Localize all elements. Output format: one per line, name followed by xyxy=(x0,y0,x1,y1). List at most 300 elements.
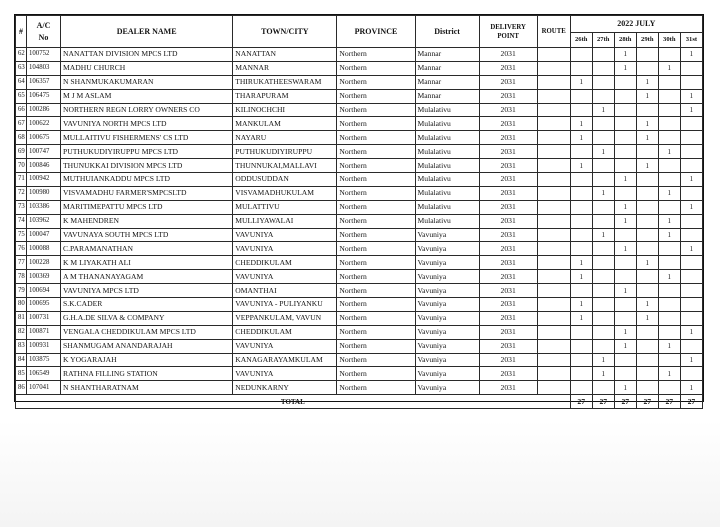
route xyxy=(537,284,570,298)
total-value: 27 xyxy=(592,395,614,409)
col-header-dealer: DEALER NAME xyxy=(61,16,233,48)
delivery-mark: 1 xyxy=(680,89,702,103)
delivery-mark xyxy=(570,214,592,228)
delivery-mark xyxy=(592,117,614,131)
table-row xyxy=(16,367,703,381)
row-number: 72 xyxy=(16,186,27,200)
delivery-mark: 1 xyxy=(680,173,702,187)
province: Northern xyxy=(337,367,415,381)
delivery-mark xyxy=(680,61,702,75)
delivery-mark: 1 xyxy=(680,103,702,117)
delivery-mark xyxy=(614,75,636,89)
delivery-mark xyxy=(658,325,680,339)
province: Northern xyxy=(337,48,415,62)
delivery-mark xyxy=(636,214,658,228)
province: Northern xyxy=(337,173,415,187)
col-header-ac-no: No xyxy=(38,32,49,42)
delivery-mark xyxy=(680,75,702,89)
account-number: 100369 xyxy=(27,270,61,284)
row-number: 68 xyxy=(16,131,27,145)
delivery-mark xyxy=(636,339,658,353)
dealer-name: MARITIMEPATTU MPCS LTD xyxy=(61,200,233,214)
delivery-point: 2031 xyxy=(479,311,537,325)
town-city: OMANTHAI xyxy=(233,284,337,298)
delivery-mark xyxy=(592,381,614,395)
town-city: THUNNUKAI,MALLAVI xyxy=(233,159,337,173)
delivery-mark xyxy=(658,353,680,367)
dealer-name: VAVUNIYA NORTH MPCS LTD xyxy=(61,117,233,131)
delivery-mark xyxy=(658,117,680,131)
dealer-name: M J M ASLAM xyxy=(61,89,233,103)
row-number: 73 xyxy=(16,200,27,214)
row-number: 63 xyxy=(16,61,27,75)
row-number: 85 xyxy=(16,367,27,381)
total-value: 27 xyxy=(636,395,658,409)
row-number: 80 xyxy=(16,298,27,312)
account-number: 100694 xyxy=(27,284,61,298)
delivery-mark xyxy=(592,311,614,325)
delivery-mark: 1 xyxy=(570,75,592,89)
delivery-mark xyxy=(614,228,636,242)
total-value: 27 xyxy=(658,395,680,409)
delivery-mark xyxy=(658,381,680,395)
delivery-point: 2031 xyxy=(479,214,537,228)
delivery-mark: 1 xyxy=(614,242,636,256)
town-city: THIRUKATHEESWARAM xyxy=(233,75,337,89)
row-number: 84 xyxy=(16,353,27,367)
delivery-mark: 1 xyxy=(680,325,702,339)
account-number: 104803 xyxy=(27,61,61,75)
account-number: 100228 xyxy=(27,256,61,270)
table-row xyxy=(16,270,703,284)
delivery-mark xyxy=(636,242,658,256)
delivery-mark xyxy=(570,61,592,75)
district: Mulalativu xyxy=(415,131,479,145)
delivery-mark: 1 xyxy=(614,339,636,353)
district: Mannar xyxy=(415,48,479,62)
delivery-mark xyxy=(592,298,614,312)
account-number: 106549 xyxy=(27,367,61,381)
town-city: VAVUNIYA xyxy=(233,367,337,381)
table-row xyxy=(16,242,703,256)
row-number: 86 xyxy=(16,381,27,395)
account-number: 103386 xyxy=(27,200,61,214)
town-city: VAVUNIYA xyxy=(233,242,337,256)
route xyxy=(537,117,570,131)
table-row xyxy=(16,228,703,242)
table-row xyxy=(16,173,703,187)
delivery-mark xyxy=(614,256,636,270)
delivery-mark xyxy=(570,381,592,395)
account-number: 100622 xyxy=(27,117,61,131)
province: Northern xyxy=(337,228,415,242)
table-body xyxy=(16,48,703,409)
delivery-mark xyxy=(636,173,658,187)
row-number: 70 xyxy=(16,159,27,173)
table-row xyxy=(16,75,703,89)
total-label: TOTAL xyxy=(16,395,571,409)
district: Vavuniya xyxy=(415,298,479,312)
table-row xyxy=(16,284,703,298)
dealer-name: MADHU CHURCH xyxy=(61,61,233,75)
delivery-mark xyxy=(592,242,614,256)
district: Vavuniya xyxy=(415,367,479,381)
table-row xyxy=(16,311,703,325)
dealer-name: K MAHENDREN xyxy=(61,214,233,228)
district: Vavuniya xyxy=(415,256,479,270)
province: Northern xyxy=(337,353,415,367)
col-header-province: PROVINCE xyxy=(337,16,415,48)
route xyxy=(537,353,570,367)
province: Northern xyxy=(337,117,415,131)
delivery-point: 2031 xyxy=(479,159,537,173)
delivery-mark xyxy=(592,173,614,187)
route xyxy=(537,228,570,242)
delivery-mark xyxy=(570,48,592,62)
row-number: 78 xyxy=(16,270,27,284)
delivery-mark xyxy=(614,353,636,367)
row-number: 79 xyxy=(16,284,27,298)
table-row xyxy=(16,353,703,367)
province: Northern xyxy=(337,284,415,298)
account-number: 100695 xyxy=(27,298,61,312)
table-row xyxy=(16,48,703,62)
delivery-point: 2031 xyxy=(479,75,537,89)
table-row xyxy=(16,325,703,339)
route xyxy=(537,200,570,214)
account-number: 100747 xyxy=(27,145,61,159)
dealer-name: VAVUNIYA MPCS LTD xyxy=(61,284,233,298)
delivery-mark xyxy=(614,270,636,284)
delivery-mark xyxy=(680,339,702,353)
delivery-mark: 1 xyxy=(570,256,592,270)
account-number: 100675 xyxy=(27,131,61,145)
day-header-30th: 30th xyxy=(658,33,680,48)
dealer-name: N SHANTHARATNAM xyxy=(61,381,233,395)
account-number: 103962 xyxy=(27,214,61,228)
town-city: MANNAR xyxy=(233,61,337,75)
delivery-mark xyxy=(592,61,614,75)
district: Mulalativu xyxy=(415,186,479,200)
delivery-mark: 1 xyxy=(658,270,680,284)
row-number: 76 xyxy=(16,242,27,256)
delivery-mark xyxy=(614,298,636,312)
col-header-delivery-point: DELIVERY POINT xyxy=(479,16,537,48)
delivery-mark: 1 xyxy=(658,186,680,200)
row-number: 64 xyxy=(16,75,27,89)
delivery-mark xyxy=(658,242,680,256)
delivery-mark xyxy=(680,186,702,200)
delivery-mark xyxy=(636,284,658,298)
delivery-mark: 1 xyxy=(614,284,636,298)
delivery-point: 2031 xyxy=(479,339,537,353)
delivery-mark xyxy=(570,367,592,381)
delivery-point: 2031 xyxy=(479,298,537,312)
delivery-mark xyxy=(636,367,658,381)
district: Mulalativu xyxy=(415,214,479,228)
delivery-mark: 1 xyxy=(658,145,680,159)
delivery-mark xyxy=(680,214,702,228)
route xyxy=(537,325,570,339)
col-header-month: 2022 JULY xyxy=(570,16,702,33)
account-number: 100286 xyxy=(27,103,61,117)
delivery-mark xyxy=(614,311,636,325)
delivery-point: 2031 xyxy=(479,131,537,145)
delivery-mark xyxy=(570,173,592,187)
delivery-mark: 1 xyxy=(592,367,614,381)
route xyxy=(537,173,570,187)
town-city: VAVUNIYA - PULIYANKU xyxy=(233,298,337,312)
delivery-mark xyxy=(614,186,636,200)
province: Northern xyxy=(337,256,415,270)
delivery-mark xyxy=(570,339,592,353)
delivery-point: 2031 xyxy=(479,145,537,159)
row-number: 71 xyxy=(16,173,27,187)
town-city: MULATTIVU xyxy=(233,200,337,214)
delivery-mark xyxy=(658,48,680,62)
row-number: 81 xyxy=(16,311,27,325)
account-number: 100871 xyxy=(27,325,61,339)
delivery-mark: 1 xyxy=(570,131,592,145)
row-number: 69 xyxy=(16,145,27,159)
delivery-mark xyxy=(680,117,702,131)
delivery-mark xyxy=(658,173,680,187)
delivery-mark: 1 xyxy=(680,200,702,214)
delivery-mark xyxy=(570,200,592,214)
delivery-mark xyxy=(658,256,680,270)
district: Vavuniya xyxy=(415,325,479,339)
province: Northern xyxy=(337,311,415,325)
delivery-mark xyxy=(614,367,636,381)
district: Mannar xyxy=(415,75,479,89)
delivery-mark xyxy=(680,311,702,325)
delivery-mark xyxy=(592,270,614,284)
delivery-mark xyxy=(636,228,658,242)
delivery-mark xyxy=(680,228,702,242)
town-city: VAVUNIYA xyxy=(233,270,337,284)
route xyxy=(537,186,570,200)
route xyxy=(537,214,570,228)
delivery-mark: 1 xyxy=(614,325,636,339)
dealer-name: N SHANMUKAKUMARAN xyxy=(61,75,233,89)
district: Mulalativu xyxy=(415,117,479,131)
province: Northern xyxy=(337,75,415,89)
col-header-district: District xyxy=(415,16,479,48)
district: Vavuniya xyxy=(415,353,479,367)
delivery-mark xyxy=(592,131,614,145)
account-number: 100980 xyxy=(27,186,61,200)
delivery-mark xyxy=(658,75,680,89)
delivery-mark xyxy=(658,131,680,145)
route xyxy=(537,367,570,381)
delivery-mark xyxy=(614,145,636,159)
table-row xyxy=(16,61,703,75)
town-city: CHEDDIKULAM xyxy=(233,325,337,339)
delivery-mark xyxy=(614,89,636,103)
province: Northern xyxy=(337,325,415,339)
delivery-mark xyxy=(680,298,702,312)
delivery-mark: 1 xyxy=(636,75,658,89)
route xyxy=(537,242,570,256)
route xyxy=(537,270,570,284)
delivery-point: 2031 xyxy=(479,48,537,62)
delivery-mark xyxy=(570,242,592,256)
delivery-mark xyxy=(636,325,658,339)
delivery-mark: 1 xyxy=(636,89,658,103)
province: Northern xyxy=(337,200,415,214)
delivery-mark xyxy=(658,200,680,214)
table-row xyxy=(16,145,703,159)
delivery-mark xyxy=(592,48,614,62)
town-city: VEPPANKULAM, VAVUN xyxy=(233,311,337,325)
route xyxy=(537,61,570,75)
delivery-point: 2031 xyxy=(479,367,537,381)
col-header-ac xyxy=(27,16,61,48)
delivery-mark xyxy=(592,339,614,353)
delivery-point: 2031 xyxy=(479,325,537,339)
delivery-mark xyxy=(680,270,702,284)
table-row xyxy=(16,200,703,214)
table-row xyxy=(16,298,703,312)
dealer-name: C.PARAMANATHAN xyxy=(61,242,233,256)
district: Mannar xyxy=(415,89,479,103)
delivery-mark xyxy=(680,131,702,145)
delivery-mark: 1 xyxy=(592,103,614,117)
route xyxy=(537,256,570,270)
district: Vavuniya xyxy=(415,311,479,325)
delivery-mark xyxy=(614,103,636,117)
delivery-mark: 1 xyxy=(614,200,636,214)
row-number: 74 xyxy=(16,214,27,228)
delivery-mark: 1 xyxy=(636,298,658,312)
delivery-mark: 1 xyxy=(658,214,680,228)
delivery-point: 2031 xyxy=(479,381,537,395)
col-header-no: # xyxy=(16,16,27,48)
town-city: VAVUNIYA xyxy=(233,228,337,242)
delivery-point: 2031 xyxy=(479,284,537,298)
delivery-mark xyxy=(658,298,680,312)
table-row xyxy=(16,117,703,131)
delivery-mark: 1 xyxy=(658,61,680,75)
delivery-point: 2031 xyxy=(479,117,537,131)
town-city: ODDUSUDDAN xyxy=(233,173,337,187)
delivery-mark xyxy=(680,145,702,159)
route xyxy=(537,75,570,89)
delivery-mark: 1 xyxy=(680,242,702,256)
province: Northern xyxy=(337,61,415,75)
delivery-mark xyxy=(570,325,592,339)
delivery-mark xyxy=(636,145,658,159)
table-row xyxy=(16,256,703,270)
row-number: 62 xyxy=(16,48,27,62)
delivery-mark xyxy=(636,381,658,395)
dealer-name: THUNUKKAI DIVISION MPCS LTD xyxy=(61,159,233,173)
row-number: 66 xyxy=(16,103,27,117)
dealer-delivery-table xyxy=(15,15,703,409)
route xyxy=(537,298,570,312)
delivery-mark xyxy=(680,256,702,270)
dealer-name: NANATTAN DIVISION MPCS LTD xyxy=(61,48,233,62)
province: Northern xyxy=(337,242,415,256)
dealer-name: S.K.CADER xyxy=(61,298,233,312)
town-city: NANATTAN xyxy=(233,48,337,62)
town-city: CHEDDIKULAM xyxy=(233,256,337,270)
delivery-mark xyxy=(614,117,636,131)
delivery-mark xyxy=(592,89,614,103)
delivery-mark xyxy=(570,89,592,103)
delivery-mark xyxy=(636,200,658,214)
delivery-mark xyxy=(658,311,680,325)
district: Vavuniya xyxy=(415,284,479,298)
delivery-mark xyxy=(636,270,658,284)
row-number: 83 xyxy=(16,339,27,353)
delivery-mark xyxy=(592,75,614,89)
delivery-point: 2031 xyxy=(479,186,537,200)
table-row xyxy=(16,186,703,200)
delivery-mark xyxy=(592,200,614,214)
col-header-town: TOWN/CITY xyxy=(233,16,337,48)
district: Vavuniya xyxy=(415,339,479,353)
delivery-mark: 1 xyxy=(636,159,658,173)
route xyxy=(537,381,570,395)
delivery-mark xyxy=(592,159,614,173)
day-header-29th: 29th xyxy=(636,33,658,48)
delivery-mark: 1 xyxy=(570,298,592,312)
delivery-mark: 1 xyxy=(614,173,636,187)
delivery-mark: 1 xyxy=(636,256,658,270)
delivery-mark xyxy=(592,256,614,270)
delivery-mark xyxy=(570,145,592,159)
delivery-mark: 1 xyxy=(658,339,680,353)
province: Northern xyxy=(337,214,415,228)
route xyxy=(537,159,570,173)
dealer-name: K M LIYAKATH ALI xyxy=(61,256,233,270)
table-row xyxy=(16,381,703,395)
col-header-route: ROUTE xyxy=(537,16,570,48)
province: Northern xyxy=(337,381,415,395)
account-number: 100931 xyxy=(27,339,61,353)
delivery-mark xyxy=(658,103,680,117)
delivery-point: 2031 xyxy=(479,89,537,103)
total-value: 27 xyxy=(680,395,702,409)
dealer-name: K YOGARAJAH xyxy=(61,353,233,367)
row-number: 82 xyxy=(16,325,27,339)
delivery-mark xyxy=(658,89,680,103)
delivery-mark: 1 xyxy=(570,270,592,284)
delivery-mark: 1 xyxy=(570,117,592,131)
delivery-mark: 1 xyxy=(658,367,680,381)
delivery-mark: 1 xyxy=(636,131,658,145)
route xyxy=(537,145,570,159)
dealer-name: RATHNA FILLING STATION xyxy=(61,367,233,381)
day-header-27th: 27th xyxy=(592,33,614,48)
delivery-mark xyxy=(636,353,658,367)
province: Northern xyxy=(337,103,415,117)
day-header-26th: 26th xyxy=(570,33,592,48)
town-city: PUTHUKUDIYIRUPPU xyxy=(233,145,337,159)
delivery-mark: 1 xyxy=(592,353,614,367)
dealer-name: MULLAITIVU FISHERMENS' CS LTD xyxy=(61,131,233,145)
district: Mulalativu xyxy=(415,200,479,214)
delivery-mark xyxy=(592,325,614,339)
delivery-point: 2031 xyxy=(479,270,537,284)
delivery-point: 2031 xyxy=(479,256,537,270)
delivery-point: 2031 xyxy=(479,228,537,242)
account-number: 100752 xyxy=(27,48,61,62)
account-number: 100731 xyxy=(27,311,61,325)
total-value: 27 xyxy=(614,395,636,409)
delivery-mark: 1 xyxy=(680,381,702,395)
